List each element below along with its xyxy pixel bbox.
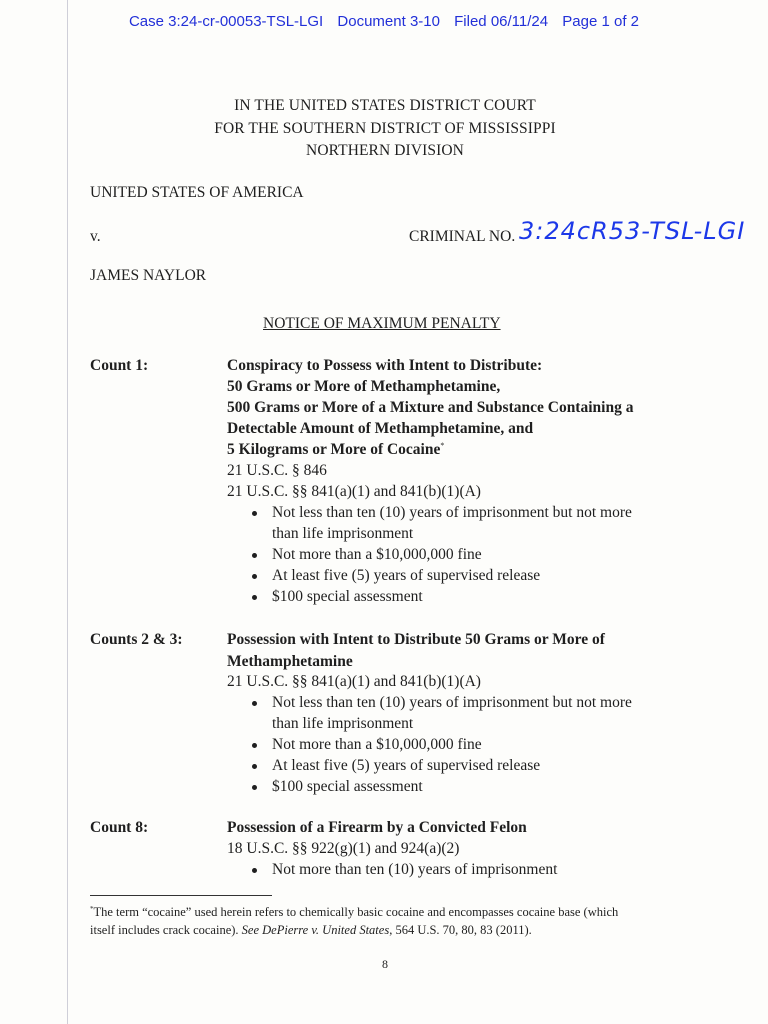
statute: 21 U.S.C. § 846	[227, 462, 327, 479]
bullet-icon	[252, 574, 257, 579]
offense-text: 5 Kilograms or More of Cocaine	[227, 441, 441, 459]
footnote-text: , 564 U.S. 70, 80, 83 (2011).	[389, 923, 532, 937]
penalty-item: than life imprisonment	[272, 525, 414, 542]
defendant: JAMES NAYLOR	[90, 267, 207, 284]
court-heading-line2: FOR THE SOUTHERN DISTRICT OF MISSISSIPPI	[214, 120, 556, 137]
footnote-line2	[90, 923, 532, 938]
offense-line: Conspiracy to Possess with Intent to Distribute:	[227, 357, 543, 374]
bullet-icon	[252, 743, 257, 748]
penalty-item: Not more than a $10,000,000 fine	[272, 736, 482, 753]
offense-line: 500 Grams or More of a Mixture and Substance Containing a	[227, 399, 634, 416]
ecf-header-stamp	[0, 13, 768, 30]
stamp-page: Page 1 of 2	[562, 13, 640, 30]
penalty-item: $100 special assessment	[272, 778, 423, 795]
footnote-marker: *	[440, 441, 445, 450]
criminal-no-label: CRIMINAL NO.	[409, 228, 516, 245]
bullet-icon	[252, 595, 257, 600]
count-label: Count 8:	[90, 819, 149, 836]
count-label: Count 1:	[90, 357, 149, 374]
offense-line: 50 Grams or More of Methamphetamine,	[227, 378, 501, 395]
offense-line: Methamphetamine	[227, 653, 353, 670]
statute: 21 U.S.C. §§ 841(a)(1) and 841(b)(1)(A)	[227, 673, 481, 690]
bullet-icon	[252, 868, 257, 873]
bullet-icon	[252, 701, 257, 706]
offense-line: Possession of a Firearm by a Convicted Felon	[227, 819, 527, 836]
court-heading-line3: NORTHERN DIVISION	[306, 142, 464, 159]
penalty-item: Not more than a $10,000,000 fine	[272, 546, 482, 563]
footnote-rule	[90, 895, 272, 896]
stamp-filed: Filed 06/11/24	[454, 13, 549, 30]
penalty-item: At least five (5) years of supervised release	[272, 567, 541, 584]
statute: 18 U.S.C. §§ 922(g)(1) and 924(a)(2)	[227, 840, 460, 857]
versus: v.	[90, 228, 101, 245]
offense-line: Detectable Amount of Methamphetamine, and	[227, 420, 534, 437]
penalty-item: Not less than ten (10) years of imprisonment but not more	[272, 504, 632, 521]
plaintiff: UNITED STATES OF AMERICA	[90, 184, 304, 201]
footnote-text: itself includes crack cocaine).	[90, 923, 242, 937]
footnote-line1	[90, 905, 618, 920]
count-label: Counts 2 & 3:	[90, 631, 183, 648]
offense-line	[227, 441, 444, 459]
bullet-icon	[252, 553, 257, 558]
penalty-item: than life imprisonment	[272, 715, 414, 732]
court-heading-line1: IN THE UNITED STATES DISTRICT COURT	[234, 97, 536, 114]
footnote-text: The term “cocaine” used herein refers to chemically basic cocaine and encompasses cocaine base (which	[93, 905, 619, 920]
footnote-marker: *	[90, 905, 94, 913]
bullet-icon	[252, 764, 257, 769]
stamp-document: Document 3-10	[337, 13, 440, 30]
document-title: NOTICE OF MAXIMUM PENALTY	[263, 315, 501, 332]
penalty-item: Not more than ten (10) years of imprisonment	[272, 861, 558, 878]
handwritten-case-number: 3:24cR53-TSL-LGI	[519, 217, 746, 245]
bullet-icon	[252, 511, 257, 516]
stamp-case: Case 3:24-cr-00053-TSL-LGI	[128, 13, 324, 30]
bullet-icon	[252, 785, 257, 790]
page-number: 8	[382, 957, 388, 971]
penalty-item: $100 special assessment	[272, 588, 423, 605]
offense-line: Possession with Intent to Distribute 50 Grams or More of	[227, 631, 605, 648]
penalty-item: Not less than ten (10) years of imprisonment but not more	[272, 694, 632, 711]
statute: 21 U.S.C. §§ 841(a)(1) and 841(b)(1)(A)	[227, 483, 481, 500]
footnote-citation: See DePierre v. United States	[241, 923, 390, 937]
penalty-item: At least five (5) years of supervised release	[272, 757, 541, 774]
